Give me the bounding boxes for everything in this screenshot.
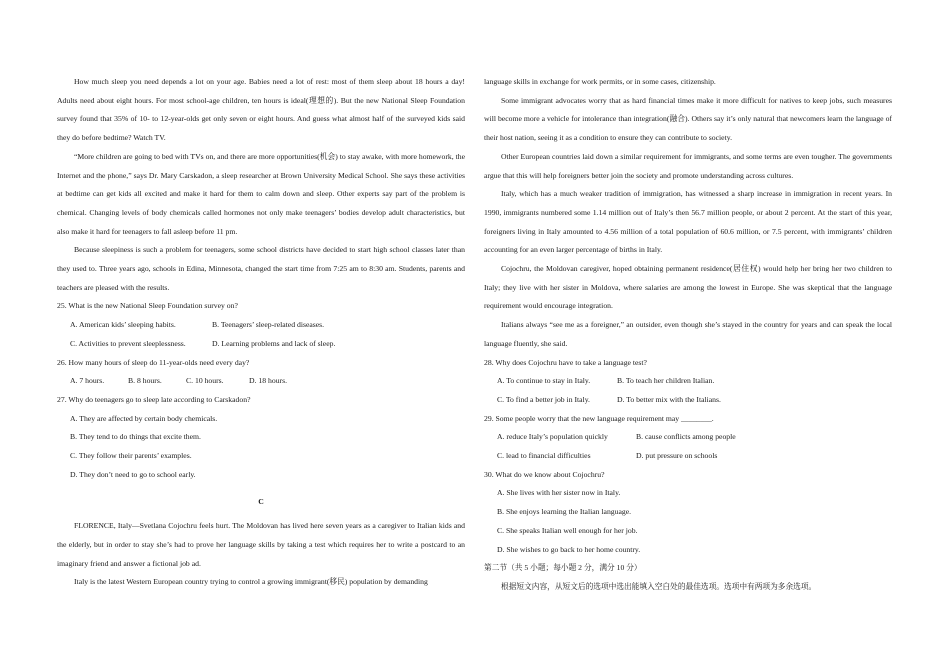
question-25-options-row2 (57, 335, 465, 354)
option-a: A. American kids’ sleeping habits. (70, 320, 176, 330)
question-26-options (57, 372, 465, 391)
option-a: A. reduce Italy’s population quickly (497, 432, 608, 442)
paragraph: Cojochru, the Moldovan caregiver, hoped obtaining permanent residence(居住权) would help her bring her two children to Italy; they live with her sister in Moldova, where salaries are among the lowest in Europe. She was skeptical that the language requirement would encourage integration. (484, 264, 892, 311)
option-d: D. put pressure on schools (636, 451, 718, 461)
question-26-stem: 26. How many hours of sleep do 11-year-olds need every day? (57, 357, 250, 367)
paragraph: Other European countries laid down a similar requirement for immigrants, and some terms are even tougher. The governments argue that this will help foreigners better join the society and promote understanding across cultures. (484, 151, 892, 180)
paragraph: Some immigrant advocates worry that as hard financial times make it more difficult for natives to keep jobs, such measures will become more a vehicle for intolerance than integration(融合). Others say it’s only natural that newcomers learn the language of their host nation, seeing it as a condition to ensure they can contribute to society. (484, 95, 892, 143)
question-25-stem: 25. What is the new National Sleep Foundation survey on? (57, 301, 238, 311)
paragraph: Italians always “see me as a foreigner,” an outsider, even though she’s stayed in the country for years and can speak the local language fluently, she said. (484, 320, 892, 348)
section-2-title: 第二节（共 5 小题；每小题 2 分，满分 10 分） (484, 563, 642, 573)
paragraph: Because sleepiness is such a problem for teenagers, some school districts have decided to start high school classes later than they used to. Three years ago, schools in Edina, Minnesota, changed the start time from 7:25 am to 8:30 am. Students, parents and teachers are pleased with the results. (57, 245, 465, 292)
option-a: A. She lives with her sister now in Italy. (497, 488, 621, 498)
paragraph: FLORENCE, Italy—Svetlana Cojochru feels hurt. The Moldovan has lived here seven years as a caregiver to Italian kids and the elderly, but in order to stay she’s had to prove her language skills by taking a test which requires her to write a postcard to an imaginary friend and answer a fictional job ad. (57, 521, 465, 568)
question-29-options-row2 (484, 447, 892, 466)
option-b: B. cause conflicts among people (636, 432, 736, 442)
left-column (57, 73, 465, 592)
option-c: C. To find a better job in Italy. (497, 394, 590, 404)
question-25-options-row1 (57, 316, 465, 335)
question-28-options-row1 (484, 372, 892, 391)
option-c: C. She speaks Italian well enough for her job. (497, 525, 638, 535)
question-28-options-row2 (484, 391, 892, 410)
option-a: A. To continue to stay in Italy. (497, 376, 591, 386)
option-d: D. To better mix with the Italians. (617, 394, 721, 404)
option-a: A. They are affected by certain body chemicals. (70, 413, 218, 423)
option-b: B. 8 hours. (128, 376, 162, 386)
option-b: B. To teach her children Italian. (617, 376, 715, 386)
section-2-instruction: 根据短文内容，从短文后的选项中选出能填入空白处的最佳选项。选项中有两项为多余选项。 (501, 581, 817, 591)
option-d: D. Learning problems and lack of sleep. (212, 338, 336, 348)
option-d: D. They don’t need to go to school early. (70, 469, 196, 479)
question-28-stem: 28. Why does Cojochru have to take a language test? (484, 357, 647, 367)
option-d: D. She wishes to go back to her home country. (497, 544, 641, 554)
section-c-heading: C (258, 497, 264, 507)
option-c: C. Activities to prevent sleeplessness. (70, 338, 186, 348)
paragraph: “More children are going to bed with TVs on, and there are more opportunities(机会) to stay awake, with more homework, the Internet and the phone,” says Dr. Mary Carskadon, a sleep researcher at Brown University Medical School. She says these activities at bedtime can get kids all excited and make it hard for them to calm down and sleep. Other experts say part of the problem is chemical. Changing levels of body chemicals called hormones not only make teenagers’ bodies develop adult characteristics, but also make it hard for teenagers to fall asleep before 11 pm. (57, 151, 465, 236)
option-c: C. 10 hours. (186, 376, 224, 386)
option-c: C. They follow their parents’ examples. (70, 451, 192, 461)
question-29-stem: 29. Some people worry that the new language requirement may ________. (484, 413, 714, 423)
option-b: B. She enjoys learning the Italian language. (497, 507, 632, 517)
option-d: D. 18 hours. (249, 376, 288, 386)
option-c: C. lead to financial difficulties (497, 451, 591, 461)
paragraph: Italy, which has a much weaker tradition of immigration, has witnessed a sharp increase in immigration in recent years. In 1990, immigrants numbered some 1.14 million out of Italy’s then 56.7 million people, or about 2 percent. At the start of this year, foreigners living in Italy amounted to 4.56 million of a total population of 60.6 million, or 7.5 percent, with immigrants’ children accounting for an even larger percentage of births in Italy. (484, 189, 892, 255)
question-27-stem: 27. Why do teenagers go to sleep late according to Carskadon? (57, 394, 251, 404)
right-column (484, 73, 892, 597)
paragraph: Italy is the latest Western European country trying to control a growing immigrant(移民) population by demanding (74, 577, 428, 587)
question-30-stem: 30. What do we know about Cojochru? (484, 469, 605, 479)
option-a: A. 7 hours. (70, 376, 105, 386)
paragraph: How much sleep you need depends a lot on your age. Babies need a lot of rest: most of them sleep about 18 hours a day! Adults need about eight hours. For most school-age children, ten hours is ideal(理想的). But the new National Sleep Foundation survey found that 35% of 10- to 12-year-olds get only seven or eight hours. And guess what almost half of the surveyed kids said they do before bedtime? Watch TV. (57, 77, 465, 143)
option-b: B. They tend to do things that excite them. (70, 432, 201, 442)
paragraph: language skills in exchange for work permits, or in some cases, citizenship. (484, 77, 716, 86)
option-b: B. Teenagers’ sleep-related diseases. (212, 320, 325, 330)
question-29-options-row1 (484, 428, 892, 447)
